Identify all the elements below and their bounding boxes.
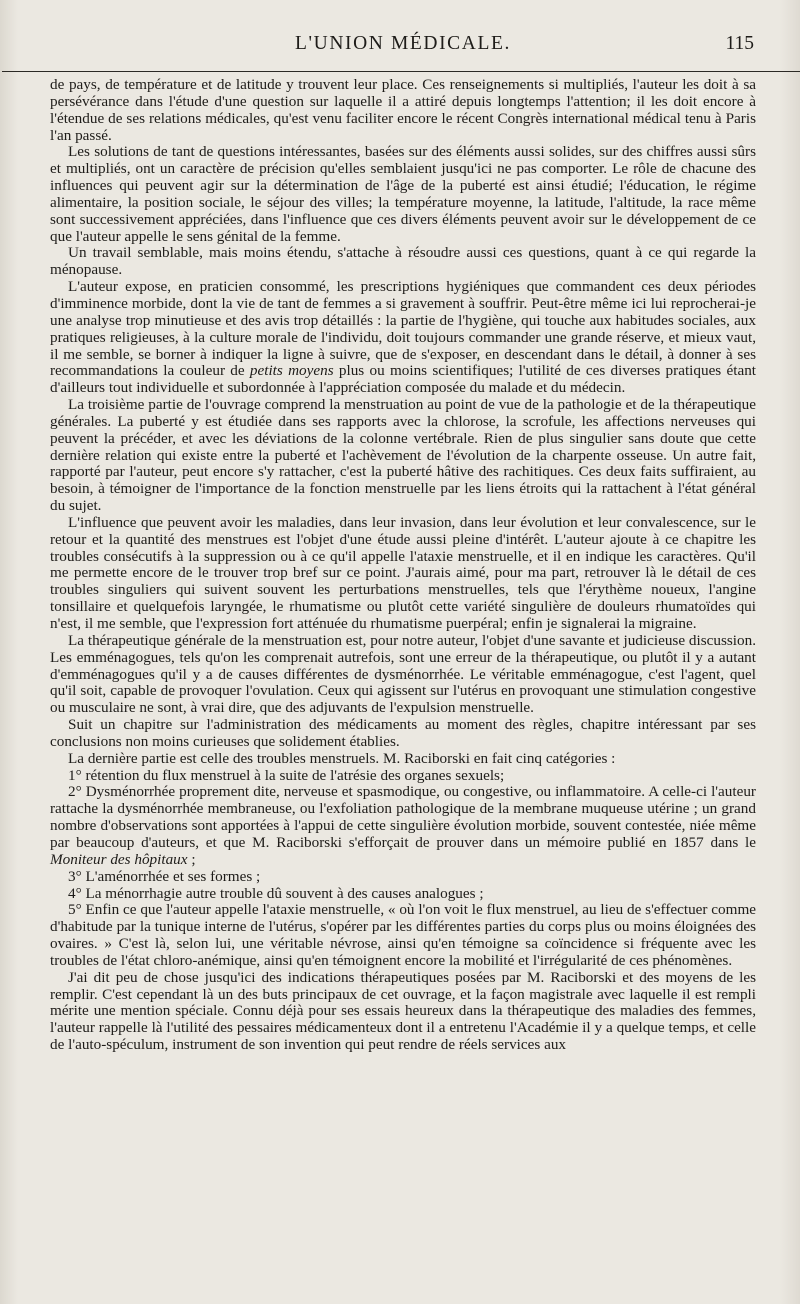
list-item: 3° L'aménorrhée et ses formes ; <box>68 867 261 885</box>
text-run: plus ou moins scientifiques; l'utilité de ces diverses pratiques étant d'ailleurs tout individuelle et subordonnée à l'appréciation composée du malade et du médecin. <box>50 362 757 397</box>
paragraph: L'influence que peuvent avoir les maladies, dans leur invasion, dans leur évolution et leur convalescence, sur le retour et la quantité des menstrues est l'objet d'une étude aussi pleine d'intérêt. L'auteur ajoute à ce chapitre les troubles consécutifs à la suppression ou à ce qu'il appelle l'ataxie menstruelle, et il en indique les caractères. Qu'il me permette encore de le trouver trop bref sur ce point. J'aurais aimé, pour ma part, retrouver là le détail de ces troubles singuliers qui suivent souvent les perturbations menstruelles, tels que l'érythème noueux, l'angine tonsillaire et quelquefois laryngée, le rhumatisme ou plutôt cette variété singulière de douleurs rhumatoïdes qui n'est, il me semble, que l'expression fort atténuée du rhumatisme puerpéral; enfin je signalerai la migraine. <box>50 513 756 632</box>
list-item: 5° Enfin ce que l'auteur appelle l'ataxie menstruelle, « où l'on voit le flux menstruel, au lieu de s'effectuer comme d'habitude par la tunique interne de l'utérus, s'opérer par les différentes parties du corps plus ou moins éloignées des ovaires. » C'est là, selon lui, une véritable névrose, ainsi qu'en témoigne sa coïncidence si fréquente avec les troubles de l'état chloro-anémique, ainsi qu'en témoignent encore la mobilité et l'irrégularité de ces phénomènes. <box>50 901 756 969</box>
text-run: 2° Dysménorrhée proprement dite, nerveuse et spasmodique, ou congestive, ou inflammatoire. A celle-ci l'auteur rattache la dysménorrhée membraneuse, ou l'exfoliation pathologique de la membrane muqueuse utérine ; un grand nombre d'observations sont apportées à l'appui de cette singulière évolution morbide, souvent contestée, niée même par beaucoup d'auteurs, et que M. Raciborski s'efforçait de prouver dans un mémoire publié en 1857 dans le <box>50 783 756 851</box>
running-header <box>50 0 756 56</box>
paragraph: de pays, de température et de latitude y trouvent leur place. Ces renseignements si multipliés, l'auteur les doit à sa persévérance dans l'étude d'une question sur laquelle il a attiré depuis longtemps l'attention; il les doit encore à l'étendue de ses relations médicales, qu'est venu faciliter encore le récent Congrès international médical tenu à Paris l'an passé. <box>50 76 756 144</box>
paragraph: Les solutions de tant de questions intéressantes, basées sur des éléments aussi solides, sur des chiffres aussi sûrs et multipliés, ont un caractère de précision qu'elles semblaient jusqu'ici ne pas comporter. Le rôle de chacune des influences qui peuvent agir sur la détermination de l'âge de la puberté est ainsi étudié; l'éducation, le régime alimentaire, la position sociale, le séjour des villes; la température moyenne, la latitude, l'altitude, la race même sont successivement appréciées, dans l'influence que ces divers éléments peuvent avoir sur le développement de ce que l'auteur appelle le sens génital de la femme. <box>50 143 756 245</box>
italic-title: Moniteur des hôpitaux <box>50 850 188 868</box>
list-item: 4° La ménorrhagie autre trouble dû souvent à des causes analogues ; <box>68 884 484 902</box>
paragraph: Un travail semblable, mais moins étendu, s'attache à résoudre aussi ces questions, quant à ce qui regarde la ménopause. <box>50 244 756 279</box>
list-item <box>50 784 756 868</box>
paragraph: La dernière partie est celle des troubles menstruels. M. Raciborski en fait cinq catégories : <box>68 749 616 767</box>
paragraph: La troisième partie de l'ouvrage comprend la menstruation au point de vue de la pathologie et de la thérapeutique générales. La puberté y est étudiée dans ses rapports avec la chlorose, la scrofule, les affections nerveuses qui peuvent la précéder, et avec les déviations de la colonne vertébrale. Rien de plus singulier sans doute que cette dernière relation qui existe entre la puberté et l'achèvement de l'évolution de la charpente osseuse. Un autre fait, rapporté par l'auteur, peut encore s'y rattacher, c'est la puberté hâtive des rachitiques. Ces deux faits suffiraient, au besoin, à témoigner de l'importance de la fonction menstruelle par les liens étroits qui la rattachent à l'état général du sujet. <box>50 396 756 515</box>
article-body <box>50 77 756 1054</box>
paragraph: J'ai dit peu de chose jusqu'ici des indications thérapeutiques posées par M. Raciborski et des moyens de les remplir. C'est cependant là un des buts principaux de cet ouvrage, et la façon magistrale avec laquelle il est rempli mérite une mention spéciale. Connu déjà pour ses essais heureux dans la thérapeutique des maladies des femmes, l'auteur rappelle là l'utilité des pessaires médicamenteux dont il a entretenu l'Académie il y a quelque temps, et celle de l'auto-spéculum, instrument de son invention qui peut rendre de réels services aux <box>50 968 756 1054</box>
paragraph: La thérapeutique générale de la menstruation est, pour notre auteur, l'objet d'une savante et judicieuse discussion. Les emménagogues, tels qu'on les comprenait autrefois, sont une erreur de la thérapeutique, ou plutôt il y a autant d'emménagogues qu'il y a de causes différentes de dysménorrhée. Le véritable emménagogue, c'est l'agent, quel qu'il soit, capable de provoquer l'ovulation. Ceux qui agissent sur l'utérus en provoquant une stimulation congestive ou musculaire ne sont, à vrai dire, que des adjuvants de l'expulsion menstruelle. <box>50 631 756 717</box>
text-run: ; <box>187 850 196 868</box>
paragraph <box>50 279 756 397</box>
journal-title: L'UNION MÉDICALE. <box>295 33 511 54</box>
paragraph: Suit un chapitre sur l'administration des médicaments au moment des règles, chapitre intéressant par ses conclusions non moins curieuses que solidement établies. <box>50 716 756 750</box>
italic-phrase: petits moyens <box>249 362 334 380</box>
list-item: 1° rétention du flux menstruel à la suite de l'atrésie des organes sexuels; <box>68 766 505 784</box>
page-number: 115 <box>725 33 754 54</box>
header-rule <box>2 71 800 72</box>
text-run: L'auteur expose, en praticien consommé, les prescriptions hygiéniques que commandent ces deux périodes d'imminence morbide, dont la vie de tant de femmes a si gravement à souffrir. Peut-être même ici lui reprocherai-je une analyse trop minutieuse et des avis trop détaillés : la partie de l'hygiène, qui touche aux habitudes sociales, aux pratiques religieuses, à la culture morale de l'individu, doit toujours commander une grande réserve, et mieux vaut, il me semble, se borner à indiquer la ligne à suivre, que de s'exposer, en descendant dans le détail, à donner à ses recommandations la couleur de <box>50 278 756 380</box>
